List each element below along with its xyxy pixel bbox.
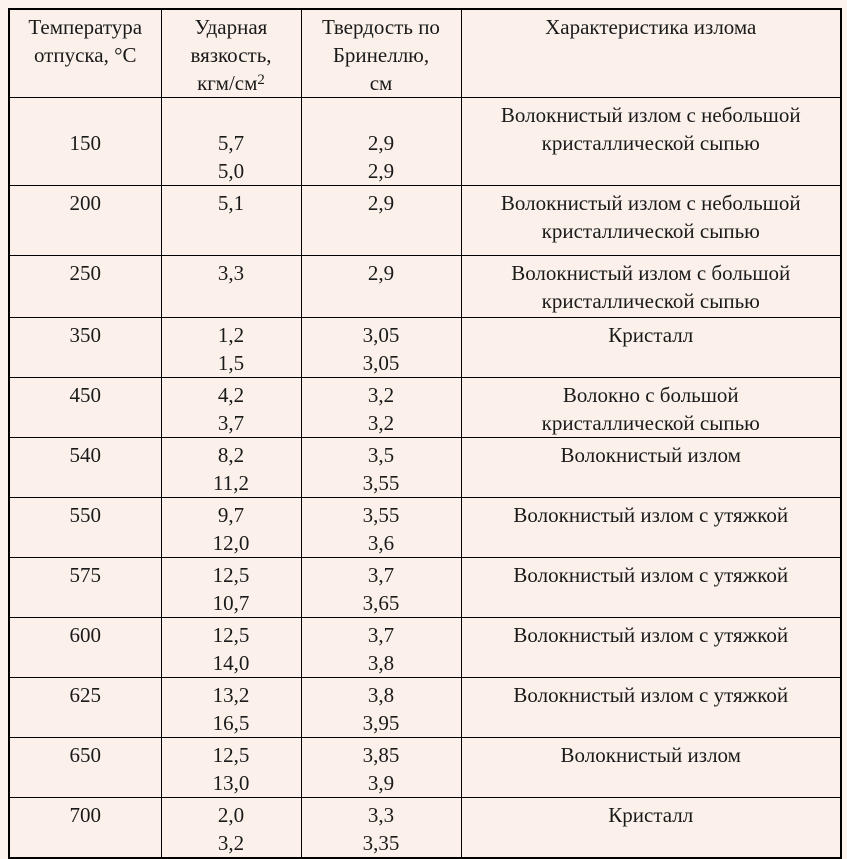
table-header — [9, 9, 841, 98]
column-header-temperature — [9, 9, 161, 98]
text-line: 3,05 — [362, 351, 400, 375]
fracture-cell — [461, 798, 841, 859]
text-line: Кристалл — [608, 323, 694, 347]
toughness-cell — [161, 498, 301, 558]
fracture-cell — [461, 98, 841, 186]
text-line: 250 — [69, 261, 101, 285]
text-line: 3,2 — [217, 831, 245, 855]
text-line: 625 — [69, 683, 101, 707]
table-row-600 — [9, 618, 841, 678]
text-line: 13,0 — [212, 771, 250, 795]
fracture-cell — [461, 378, 841, 438]
text-line: 3,9 — [367, 771, 395, 795]
text-line: 200 — [69, 191, 101, 215]
hardness-cell — [301, 438, 461, 498]
text-line: 3,8 — [367, 651, 395, 675]
text-line: Температура — [28, 15, 143, 39]
toughness-cell — [161, 438, 301, 498]
text-line: 3,95 — [362, 711, 400, 735]
text-line: кристаллической сыпью — [541, 131, 760, 155]
hardness-cell — [301, 378, 461, 438]
hardness-cell — [301, 98, 461, 186]
text-line: 11,2 — [213, 471, 249, 495]
table-row-550 — [9, 498, 841, 558]
fracture-cell — [461, 318, 841, 378]
temp-cell — [9, 498, 161, 558]
text-line: кристаллической сыпью — [541, 411, 760, 435]
text-line: Волокнистый излом с небольшой — [500, 191, 801, 215]
text-line: 3,7 — [367, 623, 395, 647]
text-line: Волокнистый излом с небольшой — [500, 103, 801, 127]
table-row-625 — [9, 678, 841, 738]
text-line: 3,65 — [362, 591, 400, 615]
text-line: 9,7 — [217, 503, 245, 527]
text-line: 5,1 — [217, 191, 245, 215]
toughness-cell — [161, 678, 301, 738]
text-line: Волокнистый излом с утяжкой — [513, 683, 789, 707]
text-line: Волокнистый излом — [560, 743, 741, 767]
table-row-150 — [9, 98, 841, 186]
table-row-650 — [9, 738, 841, 798]
toughness-cell — [161, 558, 301, 618]
text-line: 650 — [69, 743, 101, 767]
text-line: Кристалл — [608, 803, 694, 827]
table-body — [9, 98, 841, 859]
fracture-cell — [461, 738, 841, 798]
text-line: 2,0 — [217, 803, 245, 827]
text-line: 10,7 — [212, 591, 250, 615]
toughness-cell — [161, 618, 301, 678]
text-line: Волокнистый излом с утяжкой — [513, 563, 789, 587]
toughness-cell — [161, 738, 301, 798]
text-line: 1,2 — [217, 323, 245, 347]
text-line: вязкость, — [190, 43, 272, 67]
text-line: 3,7 — [217, 411, 245, 435]
toughness-cell — [161, 186, 301, 256]
text-line: 550 — [69, 503, 101, 527]
hardness-cell — [301, 798, 461, 859]
column-header-hardness — [301, 9, 461, 98]
table-row-250 — [9, 256, 841, 318]
fracture-cell — [461, 618, 841, 678]
text-line: Волокнистый излом с утяжкой — [513, 623, 789, 647]
text-line: 600 — [69, 623, 101, 647]
temp-cell — [9, 678, 161, 738]
toughness-cell — [161, 318, 301, 378]
text-line: кристаллической сыпью — [541, 219, 760, 243]
text-line: 16,5 — [212, 711, 250, 735]
text-line: 540 — [69, 443, 101, 467]
temp-cell — [9, 98, 161, 186]
text-line: 12,5 — [212, 743, 250, 767]
text-line: 5,0 — [217, 159, 245, 183]
table-row-200 — [9, 186, 841, 256]
text-line: 3,35 — [362, 831, 400, 855]
toughness-cell — [161, 378, 301, 438]
table-row-540 — [9, 438, 841, 498]
text-line: 1,5 — [217, 351, 245, 375]
text-line: 5,7 — [217, 131, 245, 155]
toughness-cell — [161, 98, 301, 186]
hardness-cell — [301, 678, 461, 738]
text-line: 3,05 — [362, 323, 400, 347]
text-line: 3,2 — [367, 411, 395, 435]
hardness-cell — [301, 558, 461, 618]
text-line: отпуска, °С — [33, 43, 137, 67]
text-line: кристаллической сыпью — [541, 289, 760, 313]
temp-cell — [9, 738, 161, 798]
text-line: 12,5 — [212, 563, 250, 587]
temp-cell — [9, 378, 161, 438]
temp-cell — [9, 318, 161, 378]
text-line: Волокнистый излом с большой — [511, 261, 791, 285]
text-line: 3,2 — [367, 383, 395, 407]
header-row — [9, 9, 841, 98]
text-line: 3,55 — [362, 471, 400, 495]
text-line: 3,7 — [367, 563, 395, 587]
superscript-2: 2 — [257, 72, 265, 88]
text-line: 2,9 — [367, 131, 395, 155]
hardness-cell — [301, 498, 461, 558]
text-line: 3,8 — [367, 683, 395, 707]
text-line: 3,5 — [367, 443, 395, 467]
column-header-fracture — [461, 9, 841, 98]
text-line: 2,9 — [367, 261, 395, 285]
hardness-cell — [301, 256, 461, 318]
text-line: 3,6 — [367, 531, 395, 555]
text-line: 8,2 — [217, 443, 245, 467]
text-line: Волокно с большой — [562, 383, 739, 407]
text-line: 4,2 — [217, 383, 245, 407]
text-line: 13,2 — [212, 683, 250, 707]
text-line: см — [369, 71, 393, 95]
hardness-cell — [301, 618, 461, 678]
text-line: Ударная — [194, 15, 268, 39]
hardness-cell — [301, 738, 461, 798]
table-row-450 — [9, 378, 841, 438]
fracture-cell — [461, 438, 841, 498]
tempering-properties-table — [8, 8, 842, 859]
temp-cell — [9, 186, 161, 256]
text-line: 350 — [69, 323, 101, 347]
column-header-toughness — [161, 9, 301, 98]
text-line: 3,85 — [362, 743, 400, 767]
toughness-cell — [161, 256, 301, 318]
text-line: 12,5 — [212, 623, 250, 647]
text-line: 2,9 — [367, 191, 395, 215]
hardness-cell — [301, 318, 461, 378]
temp-cell — [9, 438, 161, 498]
text-line: Волокнистый излом с утяжкой — [513, 503, 789, 527]
toughness-cell — [161, 798, 301, 859]
temp-cell — [9, 618, 161, 678]
fracture-cell — [461, 498, 841, 558]
text-line: 3,3 — [367, 803, 395, 827]
text-line: Характеристика излома — [545, 15, 757, 39]
text-line: 12,0 — [212, 531, 250, 555]
text-line: 450 — [69, 383, 101, 407]
text-line: 14,0 — [212, 651, 250, 675]
fracture-cell — [461, 256, 841, 318]
temp-cell — [9, 256, 161, 318]
fracture-cell — [461, 186, 841, 256]
table-row-700 — [9, 798, 841, 859]
text-line: 150 — [69, 131, 101, 155]
text-line: 575 — [69, 563, 101, 587]
fracture-cell — [461, 678, 841, 738]
table-row-350 — [9, 318, 841, 378]
temp-cell — [9, 558, 161, 618]
fracture-cell — [461, 558, 841, 618]
text-line: 3,3 — [217, 261, 245, 285]
text-line: 700 — [69, 803, 101, 827]
text-line: 3,55 — [362, 503, 400, 527]
text-line: кгм/$см^2$ — [197, 71, 265, 95]
text-line: 2,9 — [367, 159, 395, 183]
text-line: Твердость по — [322, 15, 440, 39]
table-row-575 — [9, 558, 841, 618]
text-line: Волокнистый излом — [560, 443, 741, 467]
hardness-cell — [301, 186, 461, 256]
temp-cell — [9, 798, 161, 859]
text-line: Бринеллю, — [332, 43, 430, 67]
